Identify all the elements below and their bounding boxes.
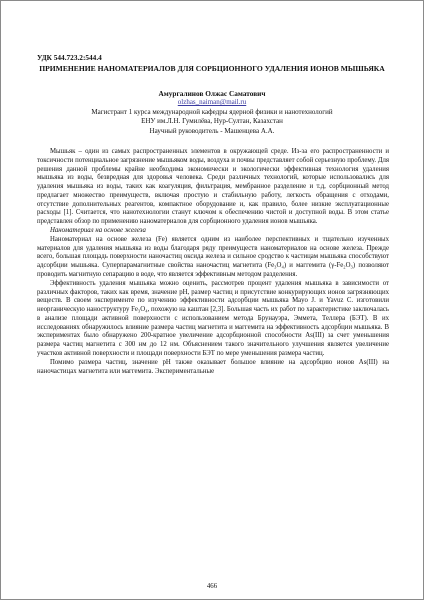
body-paragraph: Помимо размера частиц, значение pH также оказывает большое влияние на адсорбцию ионов As(III) на наночастицах магнетита или маггемита. Экспериментальные bbox=[37, 358, 389, 375]
affiliation-line: Магистрант 1 курса международной кафедры ядерной физики и нанотехнологий bbox=[91, 108, 333, 116]
affiliation-block bbox=[37, 108, 387, 136]
author-email-link[interactable]: olzhas_naiman@mail.ru bbox=[177, 98, 247, 106]
article-body bbox=[37, 148, 389, 576]
affiliation-line: ЕНУ им.Л.Н. Гумилёва, Нур-Султан, Казахстан bbox=[141, 117, 283, 126]
author-name: Амургалинов Олжас Саматович bbox=[158, 89, 266, 98]
body-paragraph: Эффективность удаления мышьяка можно оценить, рассмотрев процент удаления мышьяка в зависимости от различных факторов, таких как время, значение pH, размер частиц и присутствие конкурирующих ионов загрязняющих веществ. В своем эксперименте по изучению эффективности адсорбции мышьяка Mayo J. и Yavuz C. изготовили неорганическую наноструктуру Fe₃O₄, похожую на каштан [2,3]. Большая часть их работ по характеристике заключалась в анализе площади активной поверхности с использованием метода Брунауэра, Эммета, Теллера (БЭТ). В их исследованиях обнаружилось влияние размера частиц магнетита и маггемита на эффективность адсорбции мышьяка. В экспериментах было обнаружено 200-кратное увеличение адсорбционной способности As(III) за счет уменьшения размера частиц магнетита с 300 нм до 12 нм. Объяснением такого значительного улучшения является увеличение участков активной поверхности и площади поверхности БЭТ по мере уменьшения размера частиц. bbox=[37, 279, 389, 357]
page-number: 466 bbox=[206, 583, 218, 590]
section-subheading: Наноматериал на основе железа bbox=[50, 227, 146, 235]
body-paragraph: Мышьяк – один из самых распространенных элементов в окружающей среде. Из-за его распространенности и токсичности потенциальное загрязнение мышьяком воды, воздуха и почвы представляет собой серьезную проблему. Для решения данной проблемы крайне необходима экономически и экологически эффективная технология удаления мышьяка из воды, безвредная для здоровья человека. Среди различных технологий, которые использовались для удаления мышьяка из воды, таких как коагуляция, фильтрация, мембранное разделение и т.д, сорбционный метод предлагает множество преимуществ, включая простую и стабильную работу, легкость обращения с отходами, отсутствие дополнительных реагентов, компактное оборудование и, как правило, более низкие эксплуатационные расходы [1]. Считается, что нанотехнологии станут ключом к обеспечению чистой и доступной воды. В этом статье представлен обзор по применению наноматериалов для сорбционного удаления ионов мышьяка. bbox=[37, 148, 389, 226]
body-paragraph: Наноматериал на основе железа (Fe) является одним из наиболее перспективных и тщательно изученных материалов для удаления мышьяка из воды благодаря ряду преимуществ наноматериалов на основе железа. Прежде всего, большая площадь поверхности наночастиц оксида железа и сильное сродство к частицам мышьяка способствуют адсорбции мышьяка. Суперпарамагнитные свойства наночастиц магнетита (Fe₃O₄) и маггемита (γ-Fe₂O₃) позволяют проводить магнитную сепарацию в воде, что является эффективным методом разделения. bbox=[37, 235, 389, 278]
supervisor-line: Научный руководитель - Машенцева А.А. bbox=[149, 126, 275, 135]
article-title: ПРИМЕНЕНИЕ НАНОМАТЕРИАЛОВ ДЛЯ СОРБЦИОННОГО УДАЛЕНИЯ ИОНОВ МЫШЬЯКА bbox=[39, 64, 385, 73]
udk-code: УДК 544.723.2:544.4 bbox=[37, 53, 102, 62]
